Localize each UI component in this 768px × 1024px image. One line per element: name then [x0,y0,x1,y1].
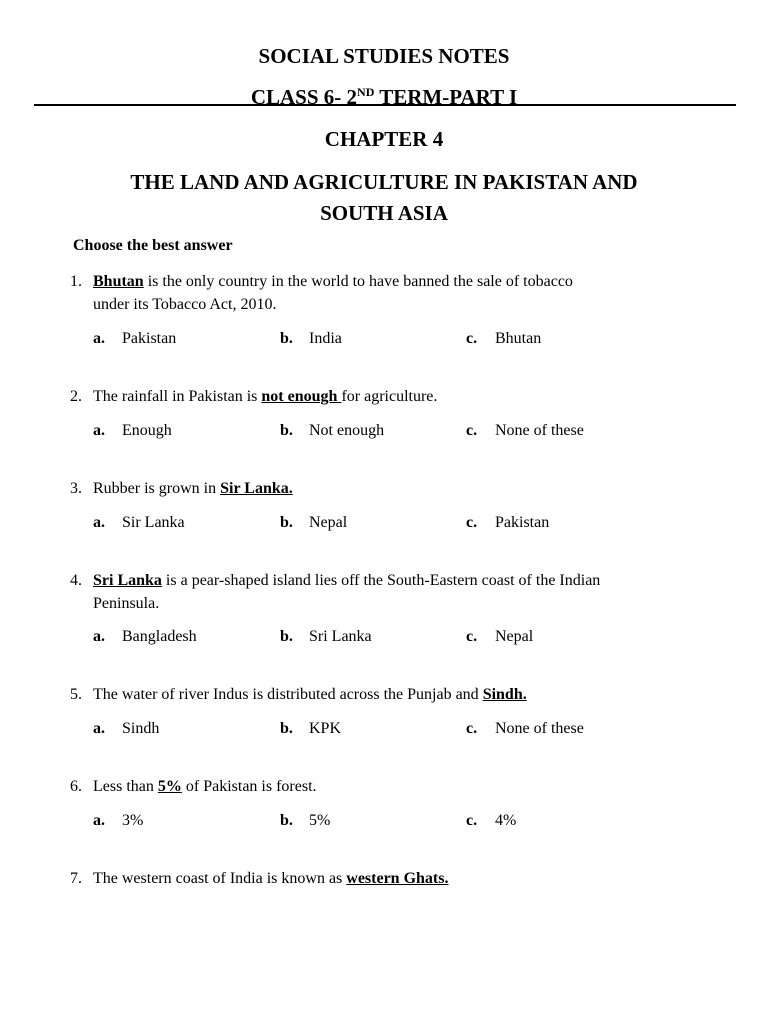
chapter-title-line1: THE LAND AND AGRICULTURE IN PAKISTAN AND [130,170,638,194]
option-letter: b. [280,720,293,737]
question-text [70,683,690,706]
question-text [70,775,690,798]
option-c [466,627,533,647]
chapter-title [0,167,768,229]
answer-highlight: 5% [157,778,182,795]
option-b [280,719,341,739]
option-text: Sri Lanka [309,628,372,645]
option-letter: a. [93,422,105,439]
question-1 [70,270,690,316]
option-c [466,513,549,533]
option-letter: c. [466,720,478,737]
option-c [466,421,584,441]
answer-highlight: Sri Lanka [93,572,162,589]
question-number: 2. [70,388,82,405]
question-6 [70,775,690,798]
option-text: Bangladesh [122,628,197,645]
option-letter: a. [93,812,105,829]
option-text: Pakistan [495,514,550,531]
question-number: 7. [70,870,82,887]
option-letter: b. [280,422,293,439]
option-text: Bhutan [495,330,542,347]
question-text-part: Peninsula. [93,595,160,612]
question-number: 6. [70,778,82,795]
option-letter: c. [466,330,478,347]
question-text-part: under its Tobacco Act, 2010. [93,296,277,313]
answer-highlight: not enough [261,388,342,405]
option-text: India [309,330,342,347]
option-letter: c. [466,422,478,439]
option-text: 3% [122,812,144,829]
option-text: 5% [309,812,331,829]
question-text [70,270,690,316]
option-letter: b. [280,330,293,347]
option-text: Not enough [309,422,385,439]
question-number: 4. [70,572,82,589]
question-text-part: The western coast of India is known as [93,870,347,887]
question-5 [70,683,690,706]
chapter-heading: CHAPTER 4 [324,127,444,151]
question-text [70,385,690,408]
document-title: SOCIAL STUDIES NOTES [258,44,510,68]
question-number: 1. [70,273,82,290]
question-text-part: is the only country in the world to have banned the sale of tobacco [143,273,573,290]
question-text-part: is a pear-shaped island lies off the South-Eastern coast of the Indian [161,572,601,589]
option-b [280,811,330,831]
option-letter: a. [93,628,105,645]
option-b [280,421,384,441]
option-letter: c. [466,514,478,531]
option-text: None of these [495,422,584,439]
answer-highlight: western Ghats. [346,870,449,887]
question-text [70,569,690,615]
question-7 [70,867,690,890]
option-text: Pakistan [122,330,177,347]
answer-highlight: Sir Lanka. [220,480,293,497]
option-a [93,719,159,739]
option-c [466,719,584,739]
option-letter: b. [280,514,293,531]
option-text: None of these [495,720,584,737]
option-b [280,329,342,349]
option-text: 4% [495,812,517,829]
question-text [70,867,690,890]
question-3 [70,477,690,500]
question-text-part: The rainfall in Pakistan is [93,388,262,405]
option-letter: c. [466,628,478,645]
term-part-text: TERM-PART I [374,85,518,109]
option-a [93,329,176,349]
ordinal-suffix: ND [357,85,375,99]
option-letter: c. [466,812,478,829]
option-text: Nepal [495,628,534,645]
instruction: Choose the best answer [73,237,233,254]
question-2 [70,385,690,408]
option-text: Enough [122,422,172,439]
option-b [280,627,372,647]
question-number: 3. [70,480,82,497]
option-a [93,421,172,441]
option-text: Sir Lanka [122,514,185,531]
question-text [70,477,690,500]
class-term-heading [0,84,768,110]
option-letter: a. [93,514,105,531]
question-4 [70,569,690,615]
option-text: Sindh [122,720,160,737]
option-c [466,329,541,349]
option-letter: b. [280,812,293,829]
option-letter: b. [280,628,293,645]
answer-highlight: Sindh. [482,686,527,703]
option-a [93,513,185,533]
answer-highlight: Bhutan [93,273,144,290]
option-b [280,513,347,533]
chapter-title-line2: SOUTH ASIA [320,201,448,225]
question-number: 5. [70,686,82,703]
question-text-part: The water of river Indus is distributed across the Punjab and [93,686,483,703]
option-c [466,811,516,831]
option-a [93,811,143,831]
question-text-part: of Pakistan is forest. [181,778,317,795]
option-a [93,627,197,647]
class-term-text: CLASS 6- 2 [250,85,358,109]
option-letter: a. [93,720,105,737]
question-text-part: for agriculture. [341,388,438,405]
option-text: KPK [309,720,342,737]
option-text: Nepal [309,514,348,531]
question-text-part: Less than [93,778,158,795]
option-letter: a. [93,330,105,347]
question-text-part: Rubber is grown in [93,480,221,497]
header-rule [34,104,736,106]
